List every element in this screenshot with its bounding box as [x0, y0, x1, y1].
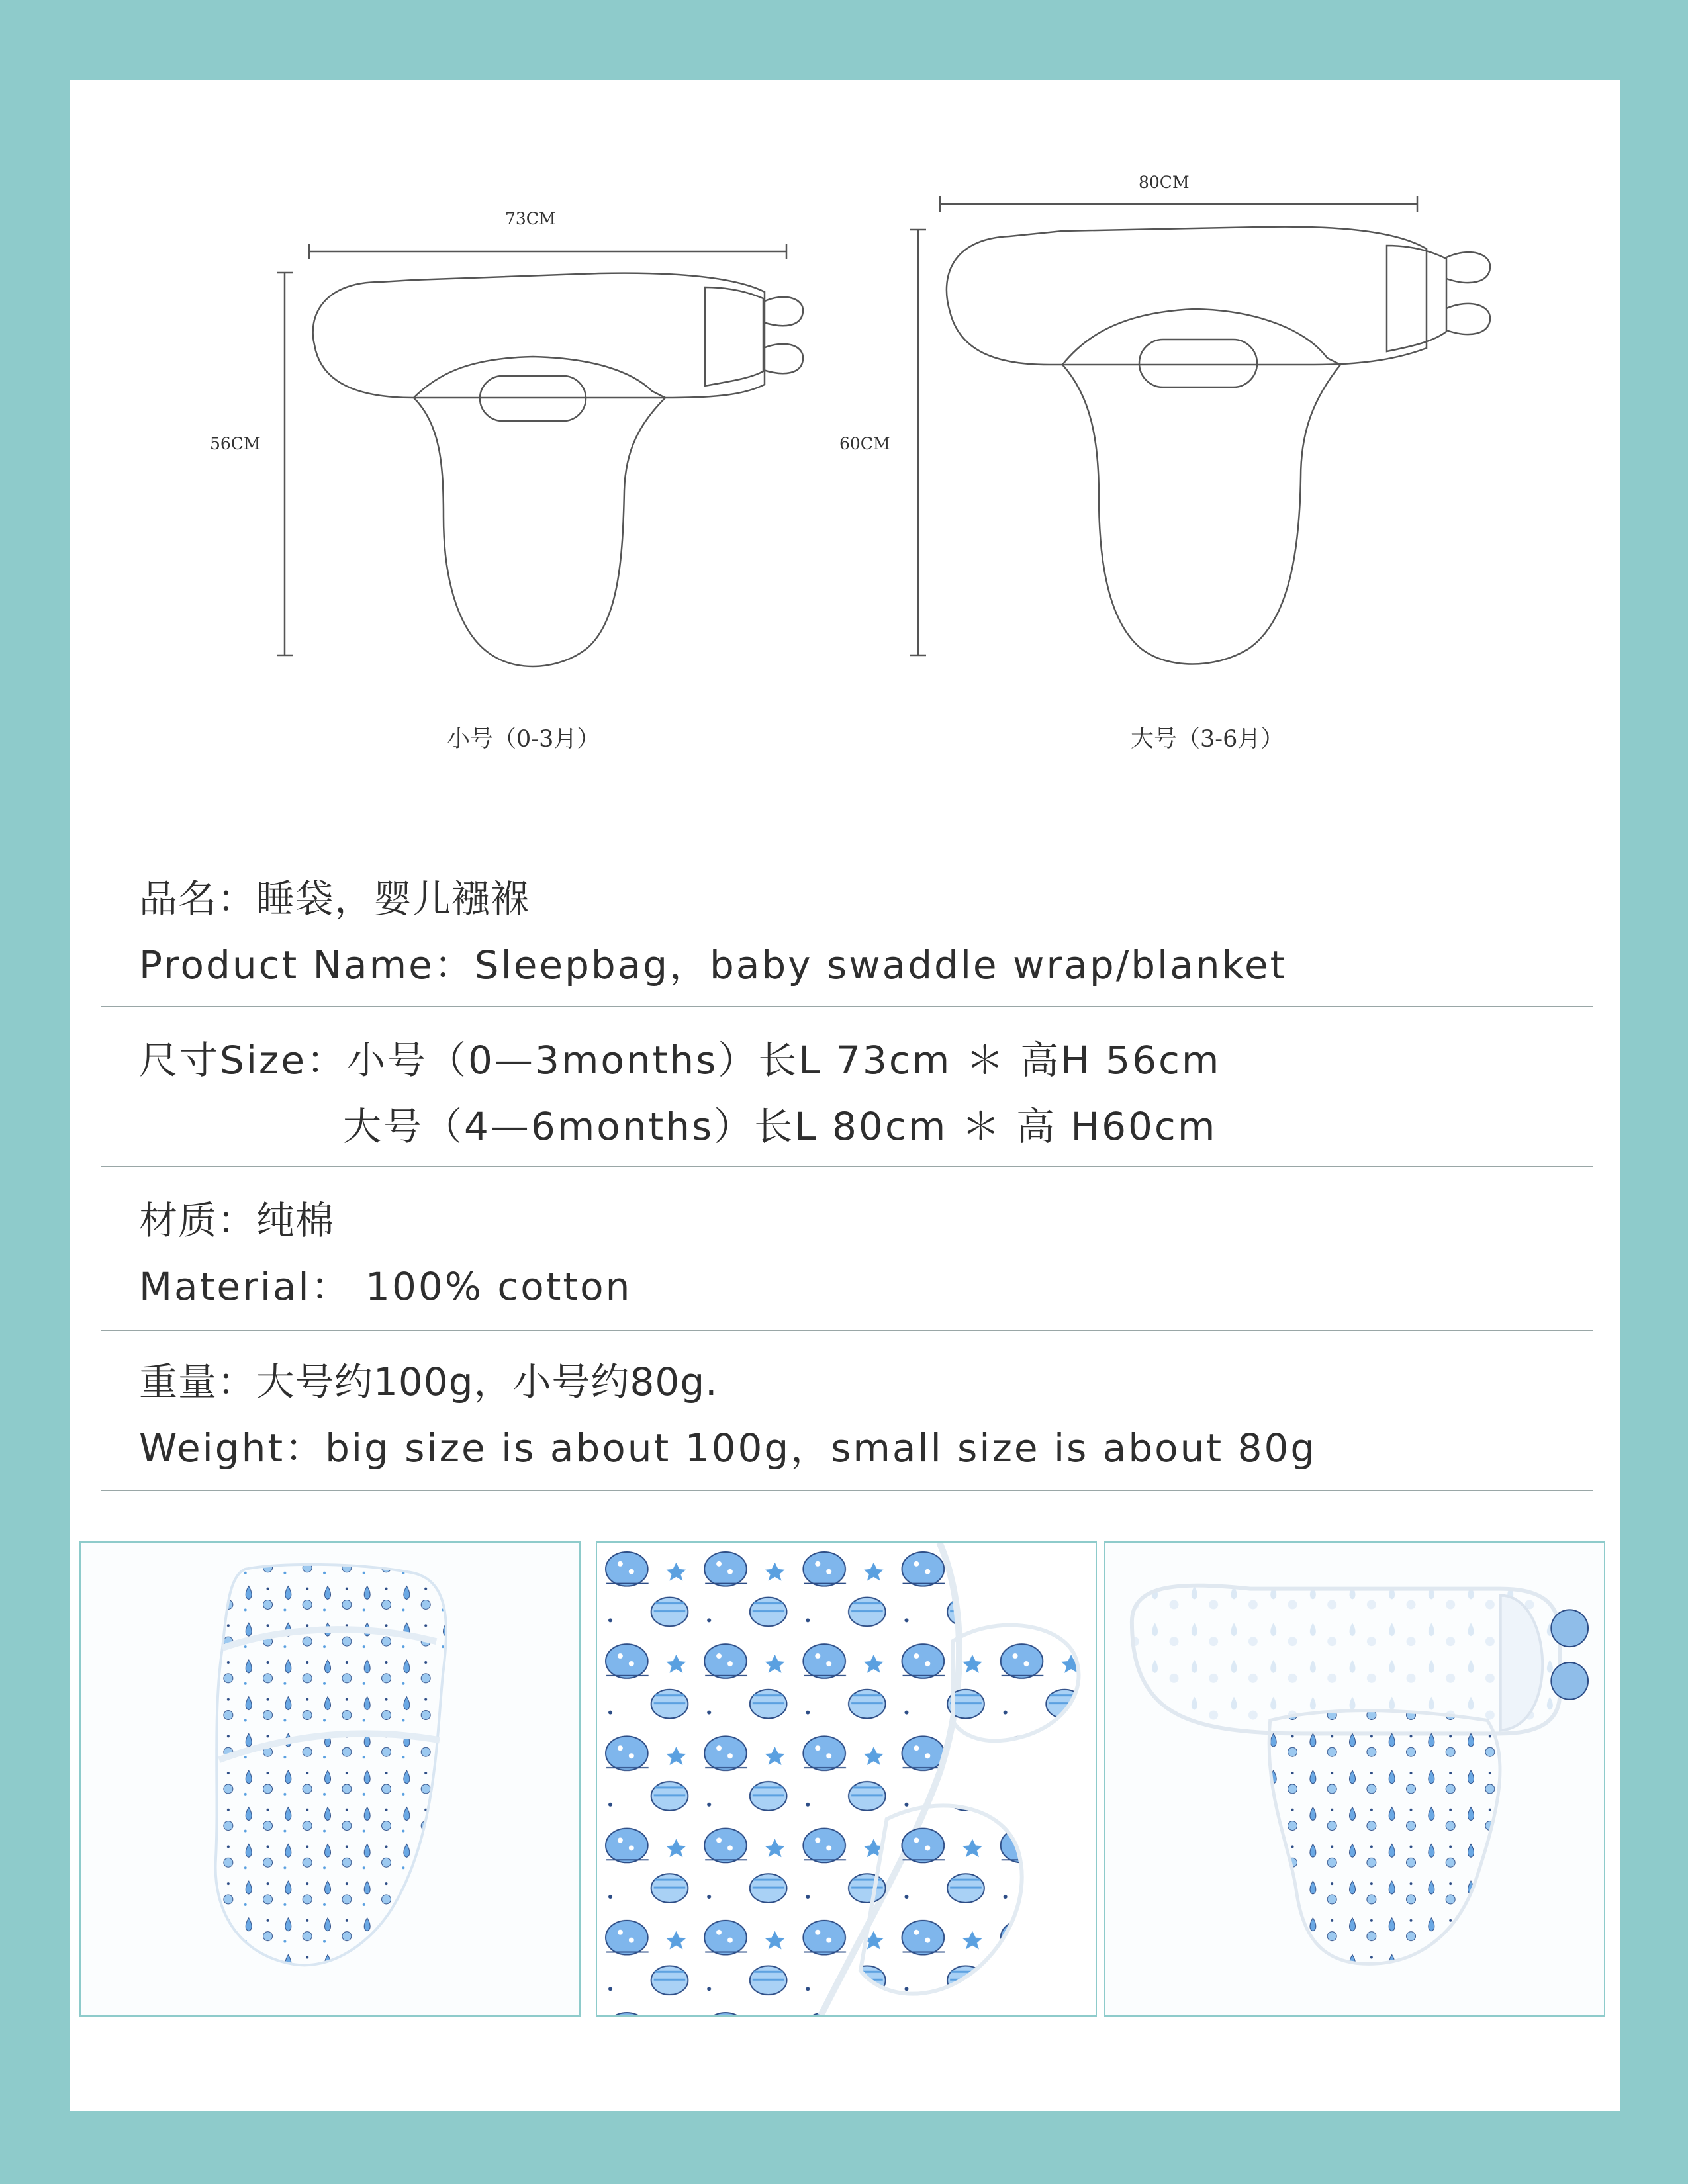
large-width-label: 80CM — [1139, 173, 1190, 192]
product-name-en: Product Name：Sleepbag，baby swaddle wrap/blanket — [139, 942, 1288, 987]
large-swaddle-outline — [910, 196, 1490, 664]
divider — [101, 1330, 1593, 1331]
size-small-line: 尺寸Size：小号（0—3months）长L 73cm ＊ 高H 56cm — [139, 1038, 1221, 1083]
material-en: Material： 100% cotton — [139, 1264, 632, 1309]
small-height-label: 56CM — [210, 434, 261, 453]
weight-cn: 重量：大号约100g，小号约80g. — [139, 1359, 718, 1404]
swaddle-open-image — [1105, 1543, 1604, 2015]
swaddle-outline-drawings — [70, 80, 1620, 841]
swaddle-whale-closeup-image — [597, 1543, 1096, 2015]
small-size-caption: 小号（0-3月） — [447, 726, 600, 752]
small-width-label: 73CM — [505, 209, 556, 228]
small-swaddle-outline — [277, 244, 803, 666]
swaddle-wrapped-image — [81, 1543, 579, 2015]
size-diagram — [70, 80, 1620, 841]
swaddle-open-photo — [1104, 1541, 1605, 2017]
divider — [101, 1166, 1593, 1167]
size-large-line: 大号（4—6months）长L 80cm ＊ 高 H60cm — [343, 1104, 1217, 1149]
divider — [101, 1006, 1593, 1007]
material-cn: 材质：纯棉 — [139, 1198, 335, 1243]
product-name-cn: 品名：睡袋，婴儿襁褓 — [139, 876, 530, 921]
large-height-label: 60CM — [839, 434, 890, 453]
large-size-caption: 大号（3-6月） — [1131, 726, 1284, 752]
divider — [101, 1490, 1593, 1491]
weight-en: Weight：big size is about 100g，small size is about 80g — [139, 1426, 1317, 1471]
swaddle-wrapped-photo — [79, 1541, 581, 2017]
swaddle-whale-closeup-photo — [596, 1541, 1097, 2017]
